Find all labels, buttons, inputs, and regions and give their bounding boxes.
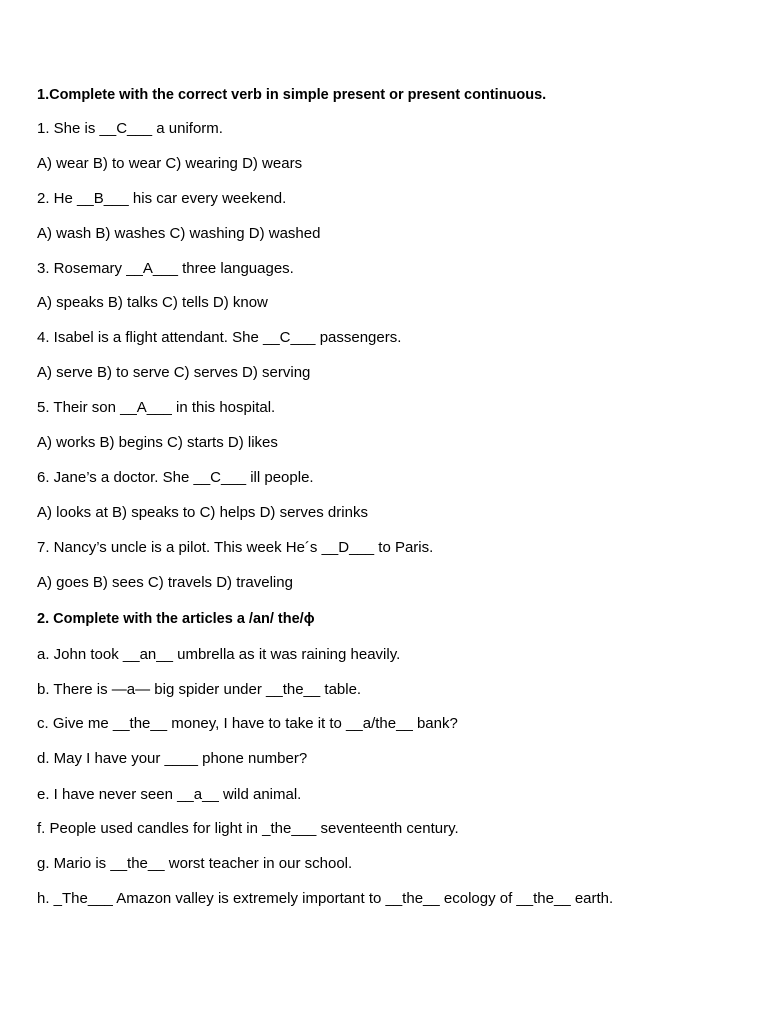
question-2: 2. He __B___ his car every weekend. — [37, 190, 287, 207]
options-2: A) wash B) washes C) washing D) washed — [37, 225, 321, 242]
section2-heading: 2. Complete with the articles a /an/ the/ϕ — [37, 611, 315, 627]
article-item-d: d. May I have your ____ phone number? — [37, 750, 308, 767]
article-item-b: b. There is —a— big spider under __the__ table. — [37, 681, 362, 698]
article-item-a: a. John took __an__ umbrella as it was raining heavily. — [37, 646, 401, 663]
article-item-e: e. I have never seen __a__ wild animal. — [37, 786, 302, 803]
article-item-f: f. People used candles for light in _the___ seventeenth century. — [37, 820, 459, 837]
options-4: A) serve B) to serve C) serves D) serving — [37, 364, 311, 381]
options-3: A) speaks B) talks C) tells D) know — [37, 294, 268, 311]
question-7: 7. Nancy’s uncle is a pilot. This week He´s __D___ to Paris. — [37, 539, 434, 556]
question-5: 5. Their son __A___ in this hospital. — [37, 399, 276, 416]
question-6: 6. Jane’s a doctor. She __C___ ill people. — [37, 469, 314, 486]
options-5: A) works B) begins C) starts D) likes — [37, 434, 278, 451]
options-1: A) wear B) to wear C) wearing D) wears — [37, 155, 303, 172]
question-1: 1. She is __C___ a uniform. — [37, 120, 223, 137]
article-item-g: g. Mario is __the__ worst teacher in our school. — [37, 855, 353, 872]
article-item-h: h. _The___ Amazon valley is extremely important to __the__ ecology of __the__ earth. — [37, 890, 614, 907]
options-7: A) goes B) sees C) travels D) traveling — [37, 574, 293, 591]
article-item-c: c. Give me __the__ money, I have to take it to __a/the__ bank? — [37, 715, 458, 732]
options-6: A) looks at B) speaks to C) helps D) serves drinks — [37, 504, 368, 521]
question-4: 4. Isabel is a flight attendant. She __C___ passengers. — [37, 329, 402, 346]
section1-heading: 1.Complete with the correct verb in simple present or present continuous. — [37, 87, 547, 103]
question-3: 3. Rosemary __A___ three languages. — [37, 260, 294, 277]
